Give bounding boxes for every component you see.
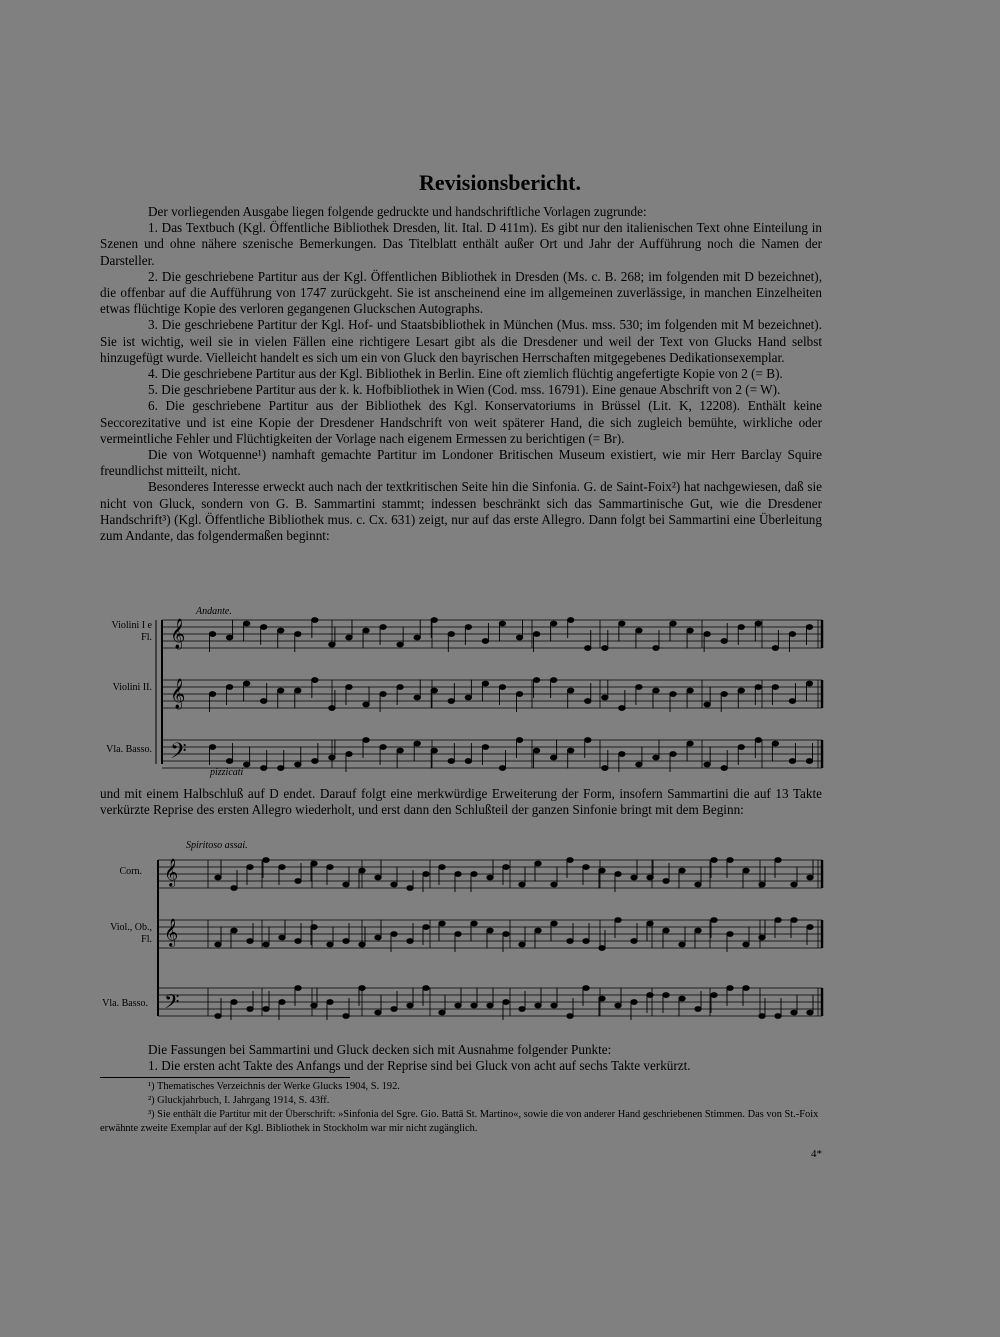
instrument-label: Vla. Basso. — [106, 744, 152, 755]
paragraph: 4. Die geschriebene Partitur aus der Kgl. Bibliothek in Berlin. Eine oft ziemlich flüchtig angefertigte Kopie von 2 (= B). — [148, 366, 783, 382]
closing-text — [100, 1042, 822, 1074]
instrument-label: Viol., Ob., Fl. — [110, 922, 152, 945]
svg-text:𝄢: 𝄢 — [170, 739, 187, 769]
footnote: ²) Gluckjahrbuch, I. Jahrgang 1914, S. 43ff. — [148, 1095, 330, 1106]
instrument-label: Violini I e Fl. — [111, 620, 152, 643]
paragraph: Die Fassungen bei Sammartini und Gluck decken sich mit Ausnahme folgender Punkte: — [148, 1042, 612, 1057]
page-title: Revisionsbericht. — [419, 170, 581, 195]
instrument-label: Vla. Basso. — [102, 998, 148, 1009]
svg-text:𝄞: 𝄞 — [170, 619, 186, 649]
paragraph: 1. Die ersten acht Takte des Anfangs und der Reprise sind bei Gluck von acht auf sechs Takte verkürzt. — [148, 1058, 691, 1074]
score-staves — [100, 604, 830, 782]
tempo-marking: Spiritoso assai. — [186, 840, 248, 851]
svg-text:𝄢: 𝄢 — [164, 990, 180, 1018]
paragraph: Besonderes Interesse erweckt auch nach der textkritischen Seite hin die Sinfonia. G. de Saint-Foix²) hat nachgewiesen, daß sie nicht von Gluck, sondern von G. B. Sammartini stammt; indessen beschränkt sich das Sammartinische Gut, wie die Dresdener Handschrift³) (Kgl. Öffentliche Bibliothek mus. c. Cx. 631) zeigt, nur auf das erste Allegro. Dann folgt bei Sammartini eine Überleitung zum Andante, das folgendermaßen beginnt: — [100, 479, 822, 544]
page-number: 4* — [811, 1148, 822, 1160]
middle-text — [100, 786, 822, 818]
tempo-marking: Andante. — [196, 606, 232, 617]
paragraph: 2. Die geschriebene Partitur aus der Kgl. Öffentlichen Bibliothek in Dresden (Ms. c. B. 268; im folgenden mit D bezeichnet), die offenbar auf die Aufführung von 1747 zurückgeht. Sie ist anscheinend eine im allgemeinen zuverlässige, in manchen Einzelheiten etwas flüchtige Kopie des verloren gegangenen Gluckschen Autographs. — [100, 268, 822, 317]
svg-text:𝄞: 𝄞 — [164, 918, 179, 946]
paragraph: 6. Die geschriebene Partitur aus der Bibliothek des Kgl. Konservatoriums in Brüssel (Lit. K, 12208). Enthält keine Seccorezitative und ist eine Kopie der Dresdener Handschrift von weit späterer Hand, die sich zugleich bemühte, wirkliche oder vermeintliche Fehler und Flüchtigkeiten der Vorlage nach eigenem Ermessen zu berichtigen (= Br). — [100, 398, 822, 446]
footnotes — [100, 1080, 822, 1136]
paragraph: 5. Die geschriebene Partitur aus der k. k. Hofbibliothek in Wien (Cod. mss. 16791). Eine genaue Abschrift von 2 (= W). — [148, 382, 781, 398]
svg-text:𝄞: 𝄞 — [164, 858, 179, 886]
music-example-spiritoso — [100, 838, 830, 1038]
pizzicati-annotation: pizzicati — [210, 767, 244, 778]
footnote-rule — [100, 1077, 350, 1078]
footnote: ³) Sie enthält die Partitur mit der Überschrift: »Sinfonia del Sgre. Gio. Battā St. Martino«, sowie die von anderer Hand geschriebenen Stimmen. Das von St.-Foix erwähnte zweite Exemplar auf der Kgl. Bibliothek in Stockholm war mir nicht zugänglich. — [100, 1109, 819, 1134]
paragraph: 1. Das Textbuch (Kgl. Öffentliche Bibliothek Dresden, lit. Ital. D 411m). Es gibt nur den italienischen Text ohne Einteilung in Szenen und ohne nähere szenische Bemerkungen. Das Titelblatt enthält außer Ort und Jahr der Aufführung noch die Namen der Darsteller. — [100, 220, 822, 268]
instrument-label: Violini II. — [112, 682, 152, 693]
paragraph: Die von Wotquenne¹) namhaft gemachte Partitur im Londoner Britischen Museum existiert, wie mir Herr Barclay Squire freundlichst mitteilt, nicht. — [100, 447, 822, 479]
svg-text:𝄞: 𝄞 — [170, 679, 186, 709]
score-staves — [100, 838, 830, 1038]
paragraph: 3. Die geschriebene Partitur der Kgl. Hof- und Staatsbibliothek in München (Mus. mss. 530; im folgenden mit M bezeichnet). Sie ist wichtig, weil sie in vielen Fällen eine richtigere Lesart gibt als die Dresdener und weil der Text von Glucks Hand selbst hinzugefügt wurde. Vielleicht handelt es sich um ein von Gluck den bayrischen Herrschaften mitgegebenes Dedikationsexemplar. — [100, 317, 822, 365]
intro-text — [100, 204, 822, 544]
instrument-label: Corn. — [119, 866, 142, 877]
music-example-andante — [100, 604, 830, 782]
footnote: ¹) Thematisches Verzeichnis der Werke Glucks 1904, S. 192. — [148, 1081, 400, 1092]
paragraph: Der vorliegenden Ausgabe liegen folgende gedruckte und handschriftliche Vorlagen zugrunde: — [148, 204, 647, 219]
paragraph: und mit einem Halbschluß auf D endet. Darauf folgt eine merkwürdige Erweiterung der Form, insofern Sammartini die auf 13 Takte verkürzte Reprise des ersten Allegro wiederholt, und erst dann den Schlußteil der ganzen Sinfonie bringt mit dem Beginn: — [100, 786, 822, 818]
